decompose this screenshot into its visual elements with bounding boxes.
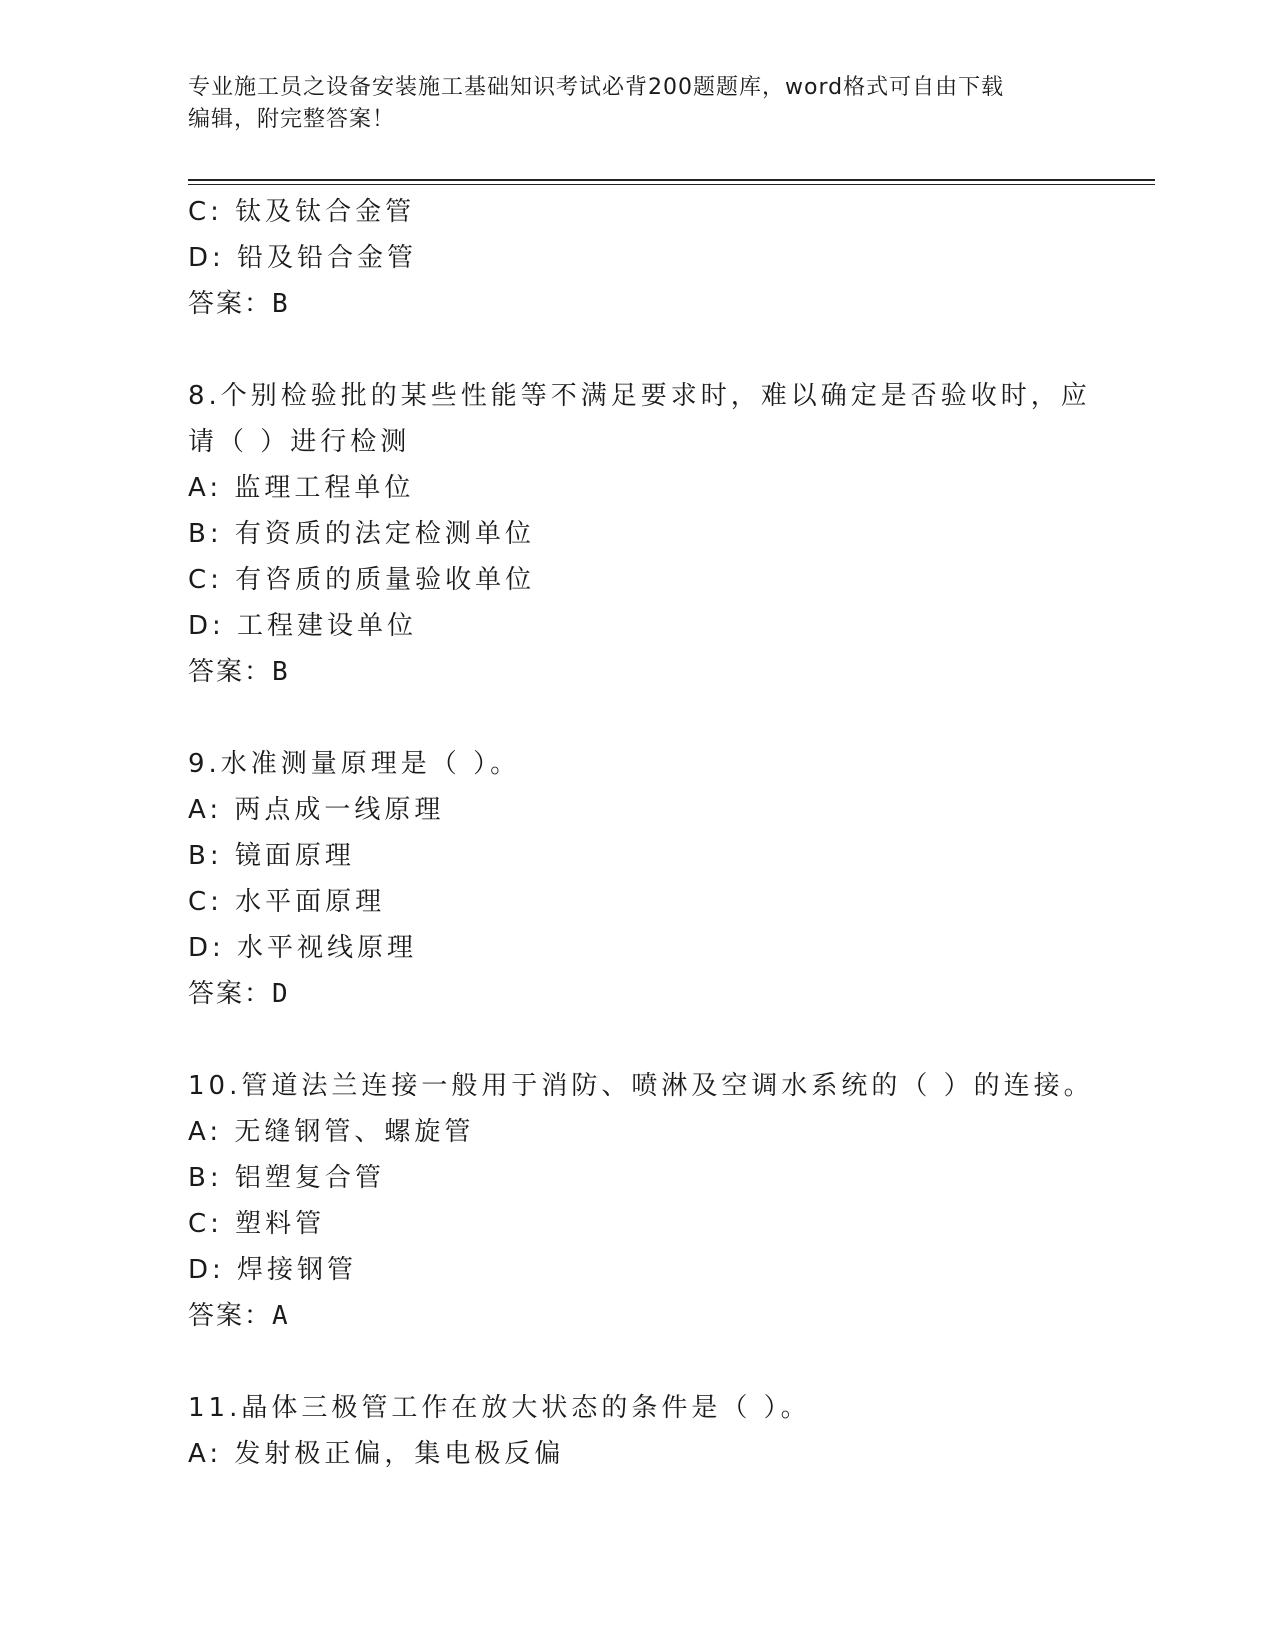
answer-label: 答案： [188, 1301, 273, 1331]
question-stem-continued: 请（ ）进行检测 [188, 427, 411, 457]
question-stem: 8.个别检验批的某些性能等不满足要求时，难以确定是否验收时，应 [188, 381, 1091, 411]
question-list [188, 189, 1094, 1477]
option-a: A: 两点成一线原理 [188, 795, 445, 825]
question-8 [188, 373, 1091, 695]
header-divider-thick [188, 179, 1155, 181]
answer-line [188, 281, 1088, 327]
question-9 [188, 741, 1088, 1017]
spacer [188, 695, 1088, 741]
question-11 [188, 1385, 1088, 1477]
question-7-fragment [188, 189, 1088, 327]
question-10 [188, 1063, 1094, 1339]
answer-label: 答案： [188, 657, 273, 687]
option-c: C: 钛及钛合金管 [188, 197, 416, 227]
spacer [188, 327, 1088, 373]
option-d: D: 工程建设单位 [188, 611, 418, 641]
answer-value: D [272, 979, 290, 1009]
header-title-line-1: 专业施工员之设备安装施工基础知识考试必背200题题库，word格式可自由下载 [188, 75, 1005, 100]
answer-label: 答案： [188, 979, 273, 1009]
option-a: A: 监理工程单位 [188, 473, 415, 503]
answer-line [188, 971, 1088, 1017]
option-d: D: 水平视线原理 [188, 933, 418, 963]
header-divider-thin [188, 184, 1155, 185]
answer-value: B [272, 289, 290, 319]
question-stem: 11.晶体三极管工作在放大状态的条件是（ ）。 [188, 1393, 811, 1423]
option-d: D: 焊接钢管 [188, 1255, 358, 1285]
answer-label: 答案： [188, 289, 273, 319]
option-b: B: 有资质的法定检测单位 [188, 519, 535, 549]
spacer [188, 1339, 1088, 1385]
option-c: C: 水平面原理 [188, 887, 386, 917]
question-stem: 9.水准测量原理是（ ）。 [188, 749, 521, 779]
option-d: D: 铅及铅合金管 [188, 243, 418, 273]
answer-value: B [272, 657, 290, 687]
option-c: C: 有咨质的质量验收单位 [188, 565, 536, 595]
answer-line [188, 1293, 1088, 1339]
answer-value: A [272, 1301, 290, 1331]
option-a: A: 无缝钢管、螺旋管 [188, 1117, 475, 1147]
question-stem: 10.管道法兰连接一般用于消防、喷淋及空调水系统的（ ）的连接。 [188, 1071, 1094, 1101]
option-a: A: 发射极正偏，集电极反偏 [188, 1439, 565, 1469]
answer-line [188, 649, 1088, 695]
spacer [188, 1017, 1088, 1063]
header-title-line-2: 编辑，附完整答案！ [188, 107, 396, 132]
option-b: B: 铝塑复合管 [188, 1163, 385, 1193]
document-header [188, 72, 1088, 136]
option-c: C: 塑料管 [188, 1209, 326, 1239]
option-b: B: 镜面原理 [188, 841, 355, 871]
